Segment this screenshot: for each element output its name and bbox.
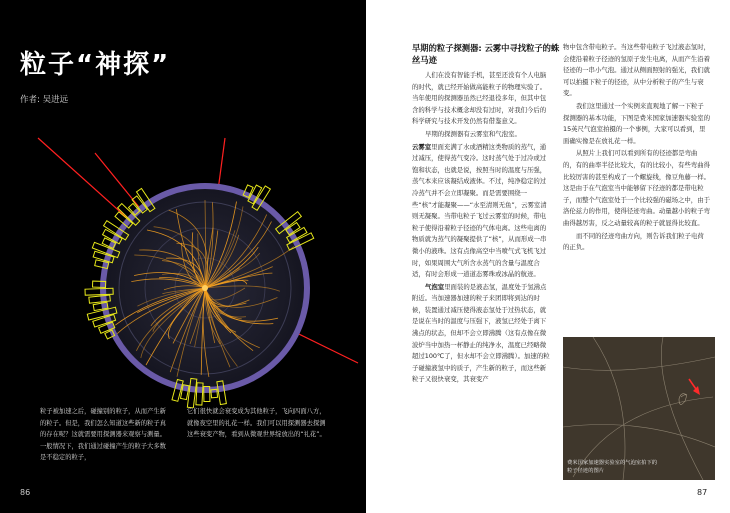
text-column-2 bbox=[563, 42, 710, 254]
bubble-chamber-tracks bbox=[563, 337, 715, 480]
keyword-bubble-chamber: 气泡室 bbox=[425, 282, 445, 291]
photo-caption: 费米国家加速器实验室的气泡室拍下的粒子径迹的图片 bbox=[567, 460, 658, 474]
collision-vertex bbox=[202, 285, 208, 291]
collision-event-display bbox=[0, 108, 366, 408]
bubble-chamber-photo bbox=[563, 337, 715, 480]
section-heading: 早期的粒子探测器: 云雾中寻找粒子的蛛丝马迹 bbox=[412, 43, 560, 65]
caption-column-1: 粒子被加速之后，碰撞别的粒子，从而产生新的粒子。但是，我们怎么知道这些新的粒子真的存在呢？这就需要用探测器来观察与测量。一般情况下，我们通过碰撞产生的粒子大多数是不稳定的粒子， bbox=[40, 408, 166, 461]
keyword-cloud-chamber: 云雾室 bbox=[412, 142, 432, 151]
author-line: 作者: 吴进远 bbox=[20, 95, 69, 105]
text-column-1 bbox=[412, 70, 552, 386]
paragraph: 人们在没有智能手机，甚至还没有个人电脑的时代，就已经开始做高能粒子的物理实验了。当年使用的探测器虽然已经退役多年，但其中包含的科学与技术概念却没有过时，对我们今后的科学研究与技术开发仍然有借鉴意义。 bbox=[412, 71, 547, 126]
paragraph: 云雾室里面充满了水或酒精这类物质的蒸气，通过减压，使得蒸气变冷。这时蒸气处于过冷或过饱和状态，也就是说，按照当时的温度与压强，蒸气本来应该凝结成液体。不过，纯净稳定的过冷蒸气并不会立即凝聚。而是需要围绕一些“核”才能凝聚——“水至清则无鱼”，云雾室清则无凝聚。当带电粒子飞过云雾室的时候，带电粒子使得沿着粒子径迹的气体电离。这些电离的物质就为蒸气的凝聚提供了“核”，从而形成一串微小的液珠。这有点像高空中当喷气式飞机飞过时，如果周围大气所含水蒸气的含量与温度合适，有时会形成一道道态雾珠或冰晶的航迹。 bbox=[412, 142, 547, 279]
paragraph: 我们这里通过一个实例来直观地了解一下粒子探测器的基本功能，下图是费米国家加速器实验室的15英尺气泡室拍摄的一个事例，大家可以看到，里面确实像是在放礼花一样。 bbox=[563, 101, 710, 145]
paragraph: 早期的探测器有云雾室和气泡室。 bbox=[425, 129, 521, 138]
paragraph: 从照片上我们可以看到所有的径迹都是弯曲的，有的曲率半径比较大，有的比较小，有些弯曲得比较厉害的甚至构成了一个螺旋线，像豆角藤一样。这是由于在气泡室当中能够留下径迹的都是带电粒子，而整个气泡室处于一个比较强的磁场之中，由于洛伦兹力的作用，使得径迹弯曲。动量越小的粒子弯曲得越厉害，反之动量较高的粒子就显得比较直。 bbox=[563, 149, 710, 227]
page-number-right: 87 bbox=[697, 488, 708, 497]
page-number-left: 86 bbox=[20, 488, 31, 497]
paragraph: 物中包含带电粒子。当这些带电粒子飞过液态氢时，会使沿着粒子径迹的氢原子发生电离，从而产生沿着径迹的一串小气泡。通过从侧面照射的强光，我们就可以拍摄下粒子的径迹，从中分析粒子的产生与衰变。 bbox=[563, 43, 710, 98]
paragraph: 气泡室里面装的是液态氢，温度处于氢沸点附近。当加速器加速的粒子来团即将到达的时候，装置通过减压使得液态氢处于过热状态，就是说在当时的温度与压强下，液氢已经处于离下沸点的状态，但却不会立即沸腾（这有点像在微波炉当中加热一杯静止的纯净水，温度已经略微超过100℃了，但水却不会立即沸腾）。加速的粒子碰撞液氢中的质子，产生新的粒子，而这些新粒子又很快衰变，其衰变产 bbox=[412, 282, 550, 384]
page-title: 粒子“神探” bbox=[20, 50, 171, 80]
paragraph: 而不同的径迹弯曲方向，则告诉我们粒子电荷的正负。 bbox=[563, 231, 704, 252]
caption-column-2: 它们很快就会衰变成为其他粒子，飞向四面八方，就像夜空里的礼花一样。我们可以用探测器去探测这些衰变产物，看到从微观世界绽放出的“礼花”。 bbox=[187, 408, 326, 438]
